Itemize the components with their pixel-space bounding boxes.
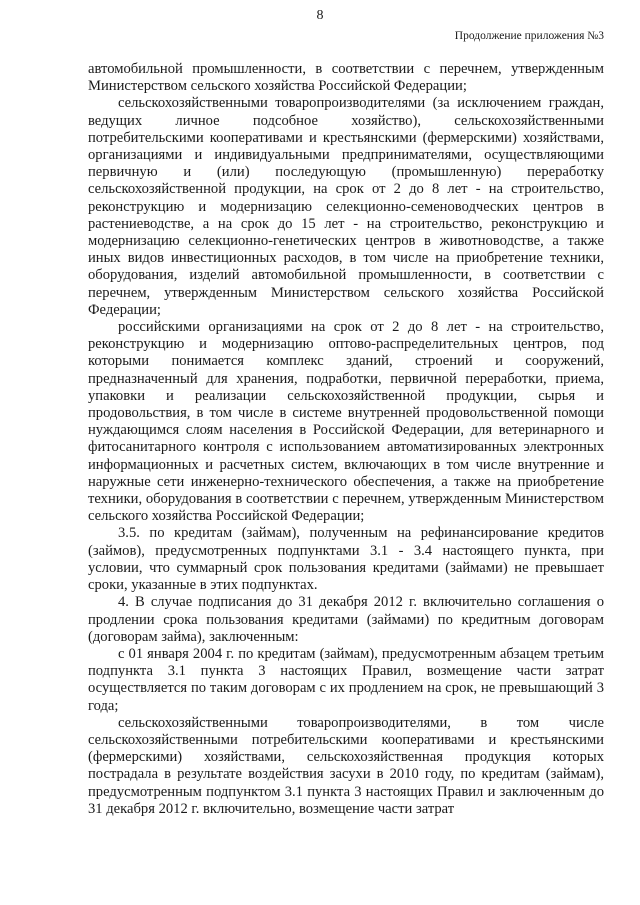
paragraph: с 01 января 2004 г. по кредитам (займам), предусмотренным абзацем третьим подпункта 3.1 пункта 3 настоящих Правил, возмещение части затрат осуществляется по таким договорам с их продлением на срок, не превышающий 3 года; [88, 645, 604, 714]
paragraph: 3.5. по кредитам (займам), полученным на рефинансирование кредитов (займов), предусмотренных подпунктами 3.1 - 3.4 настоящего пункта, при условии, что суммарный срок пользования кредитами (займами) не превышает сроки, указанные в этих подпунктах. [88, 525, 604, 594]
paragraph: сельскохозяйственными товаропроизводителями, в том числе сельскохозяйственными потребительскими кооперативами и крестьянскими (фермерскими) хозяйствами, сельскохозяйственная продукция которых пострадала в результате воздействия засухи в 2010 году, по кредитам (займам), предусмотренным подпунктом 3.1 пункта 3 настоящих Правил и заключенным до 31 декабря 2012 г. включительно, возмещение части затрат [88, 714, 604, 817]
paragraph: сельскохозяйственными товаропроизводителями (за исключением граждан, ведущих личное подсобное хозяйство), сельскохозяйственными потребительскими кооперативами и крестьянскими (фермерскими) хозяйствами, организациями и индивидуальными предпринимателями, осуществляющими первичную и (или) последующую (промышленную) переработку сельскохозяйственной продукции, на срок от 2 до 8 лет - на строительство, реконструкцию и модернизацию селекционно-семеноводческих центров в растениеводстве, а на срок до 15 лет - на строительство, реконструкцию и модернизацию селекционно-генетических центров в животноводстве, а также иных видов инвестиционных расходов, в том числе на приобретение техники, оборудования, изделий автомобильной промышленности, в соответствии с перечнем, утвержденным Министерством сельского хозяйства Российской Федерации; [88, 95, 604, 318]
appendix-continuation-note: Продолжение приложения №3 [454, 30, 604, 42]
paragraph: автомобильной промышленности, в соответствии с перечнем, утвержденным Министерством сельского хозяйства Российской Федерации; [88, 61, 604, 95]
paragraph: российскими организациями на срок от 2 до 8 лет - на строительство, реконструкцию и модернизацию оптово-распределительных центров, под которыми понимается комплекс зданий, строений и сооружений, предназначенный для хранения, подработки, первичной переработки, приема, упаковки и реализации сельскохозяйственной продукции, сырья и продовольствия, в том числе в системе внутренней продовольственной помощи нуждающимся слоям населения в Российской Федерации, для ветеринарного и фитосанитарного контроля с использованием автоматизированных электронных информационных и расчетных систем, включающих в том числе внутренние и наружные сети инженерно-технического обеспечения, а также на приобретение техники, оборудования в соответствии с перечнем, утвержденным Министерством сельского хозяйства Российской Федерации; [88, 319, 604, 525]
page-number: 8 [316, 8, 324, 23]
document-body [88, 61, 604, 818]
paragraph: 4. В случае подписания до 31 декабря 2012 г. включительно соглашения о продлении срока пользования кредитами (займами) по кредитным договорам (договорам займа), заключенным: [88, 594, 604, 645]
